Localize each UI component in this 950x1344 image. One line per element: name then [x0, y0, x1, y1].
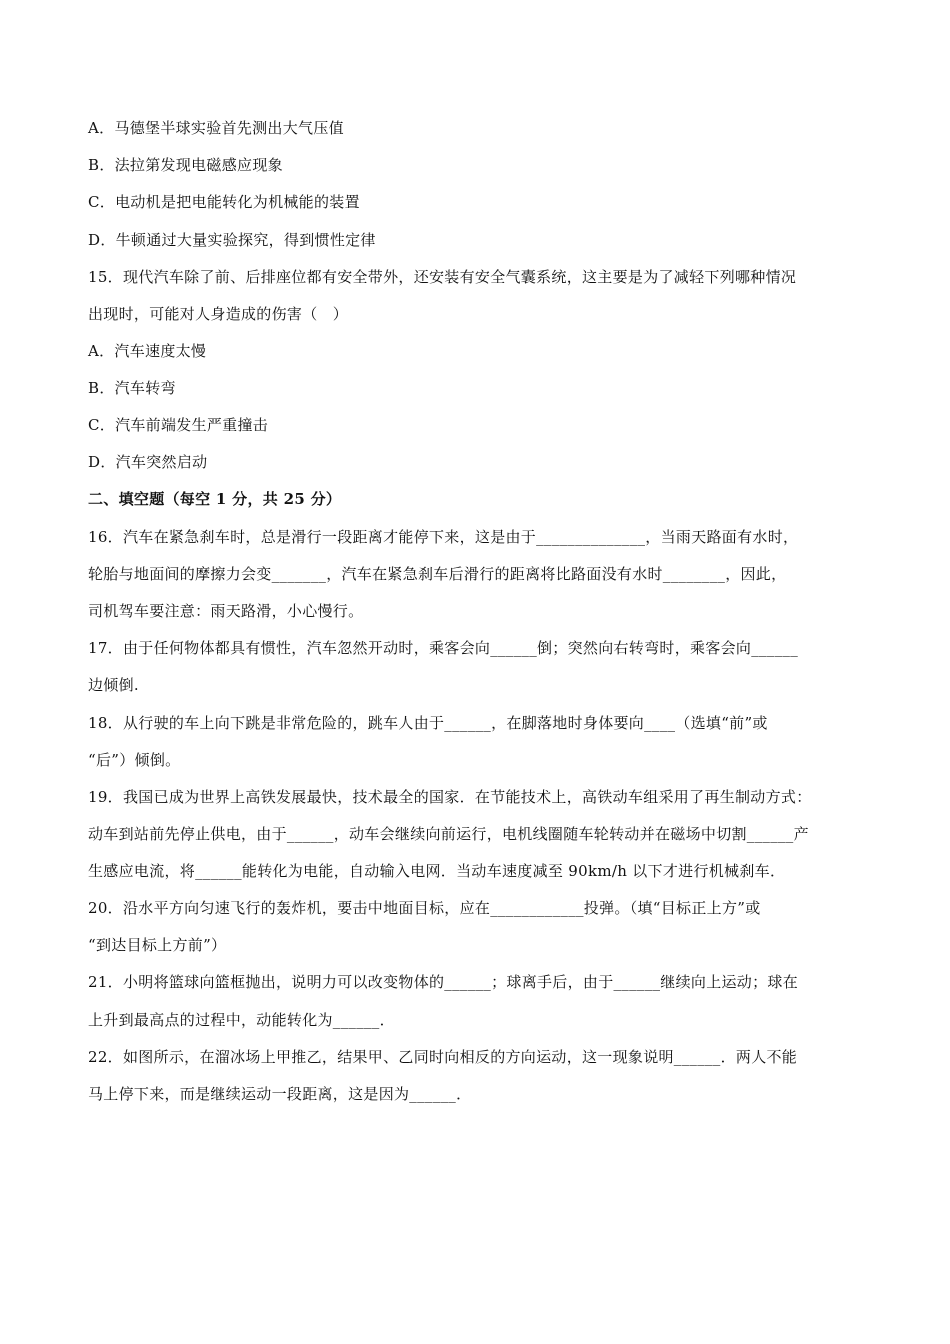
- q16-line3: 司机驾车要注意：雨天路滑，小心慢行。: [88, 602, 364, 620]
- q15-stem-line2: 出现时，可能对人身造成的伤害（ ）: [88, 305, 349, 323]
- q19-line1: 19．我国已成为世界上高铁发展最快，技术最全的国家．在节能技术上，高铁动车组采用了再生制动方式：: [88, 788, 812, 806]
- q19-line2: 动车到站前先停止供电，由于______，动车会继续向前运行，电机线圈随车轮转动并在磁场中切割______产: [88, 825, 809, 843]
- q19-line3: 生感应电流，将______能转化为电能，自动输入电网．当动车速度减至 90km/h 以下才进行机械刹车．: [88, 862, 786, 880]
- q18-line2: “后”）倾倒。: [88, 751, 181, 769]
- q17-line1: 17．由于任何物体都具有惯性，汽车忽然开动时，乘客会向______倒；突然向右转弯时，乘客会向______: [88, 639, 798, 657]
- q17-line2: 边倾倒.: [88, 676, 139, 694]
- q14-option-d: D．牛顿通过大量实验探究，得到惯性定律: [88, 231, 376, 249]
- q14-option-b: B．法拉第发现电磁感应现象: [88, 156, 283, 174]
- section-heading-fill-in: 二、填空题（每空 1 分，共 25 分）: [88, 490, 342, 508]
- q21-line2: 上升到最高点的过程中，动能转化为______．: [88, 1011, 395, 1029]
- q18-line1: 18．从行驶的车上向下跳是非常危险的，跳车人由于______，在脚落地时身体要向____（选填“前”或: [88, 714, 768, 732]
- q21-line1: 21．小明将篮球向篮框抛出，说明力可以改变物体的______；球离手后，由于______继续向上运动；球在: [88, 973, 798, 991]
- q22-line2: 马上停下来，而是继续运动一段距离，这是因为______．: [88, 1085, 472, 1103]
- q22-line1: 22．如图所示，在溜冰场上甲推乙，结果甲、乙同时向相反的方向运动，这一现象说明______．两人不能: [88, 1048, 798, 1066]
- q15-option-d: D．汽车突然启动: [88, 453, 208, 471]
- q16-line2: 轮胎与地面间的摩擦力会变_______，汽车在紧急刹车后滑行的距离将比路面没有水时________，因此，: [88, 565, 787, 583]
- q20-line1: 20．沿水平方向匀速飞行的轰炸机，要击中地面目标，应在____________投弹。（填“目标正上方”或: [88, 899, 761, 917]
- q14-option-c: C．电动机是把电能转化为机械能的装置: [88, 193, 360, 211]
- q15-option-a: A．汽车速度太慢: [88, 342, 207, 360]
- q20-line2: “到达目标上方前”）: [88, 936, 227, 954]
- q15-stem-line1: 15．现代汽车除了前、后排座位都有安全带外，还安装有安全气囊系统，这主要是为了减轻下列哪种情况: [88, 268, 797, 286]
- q14-option-a: A．马德堡半球实验首先测出大气压值: [88, 119, 344, 137]
- q16-line1: 16．汽车在紧急刹车时，总是滑行一段距离才能停下来，这是由于______________，当雨天路面有水时，: [88, 528, 799, 546]
- q15-option-c: C．汽车前端发生严重撞击: [88, 416, 269, 434]
- q15-option-b: B．汽车转弯: [88, 379, 176, 397]
